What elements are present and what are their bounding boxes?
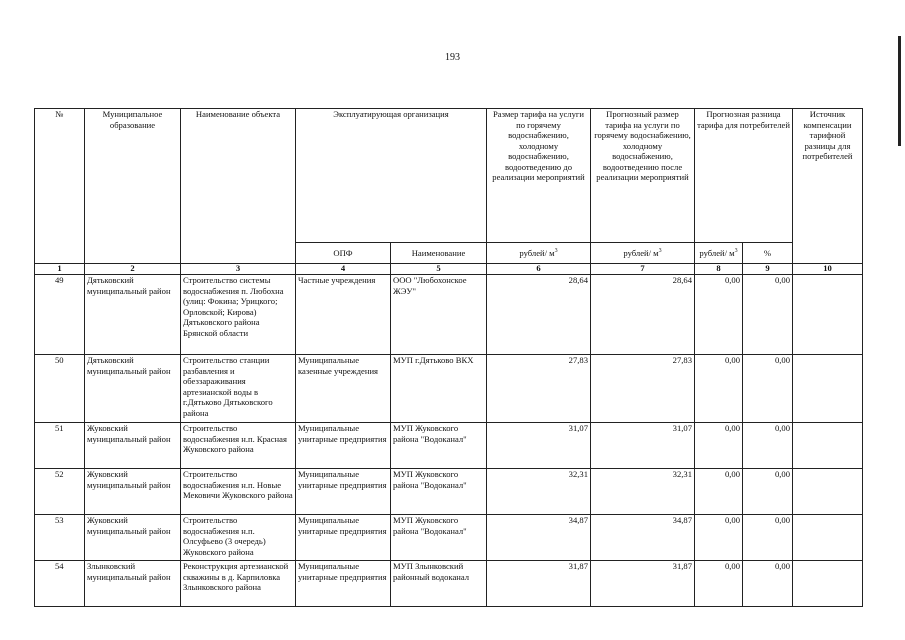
row-number: 50 (35, 355, 85, 423)
header-operator: Эксплуатирующая организация (296, 109, 487, 243)
unit-superscript: 3 (554, 247, 558, 254)
tariff-after-cell: 27,83 (591, 355, 695, 423)
row-number: 54 (35, 561, 85, 607)
unit-label: рублей/ м (623, 247, 659, 258)
column-number: 8 (695, 264, 743, 275)
municipality-cell: Жуковский муниципальный район (85, 469, 181, 515)
opf-cell: Муниципальные унитарные предприятия (296, 469, 391, 515)
header-difference: Прогнозная разница тарифа для потребителей (695, 109, 793, 243)
organization-cell: МУП Жуковского района "Водоканал" (391, 423, 487, 469)
column-number: 7 (591, 264, 695, 275)
column-number: 3 (181, 264, 296, 275)
column-number: 4 (296, 264, 391, 275)
tariff-before-cell: 27,83 (487, 355, 591, 423)
column-number-row (35, 264, 863, 275)
tariff-before-cell: 28,64 (487, 275, 591, 355)
municipality-cell: Дятьковский муниципальный район (85, 275, 181, 355)
difference-rub-cell: 0,00 (695, 561, 743, 607)
object-cell: Строительство водоснабжения н.п. Красная Жуковского района (181, 423, 296, 469)
difference-rub-cell: 0,00 (695, 275, 743, 355)
tariff-after-cell: 28,64 (591, 275, 695, 355)
object-cell: Строительство водоснабжения н.п. Новые Мековичи Жуковского района (181, 469, 296, 515)
difference-rub-cell: 0,00 (695, 469, 743, 515)
column-number: 9 (743, 264, 793, 275)
difference-rub-cell: 0,00 (695, 515, 743, 561)
header-object: Наименование объекта (181, 109, 296, 264)
column-number: 2 (85, 264, 181, 275)
tariff-after-cell: 31,87 (591, 561, 695, 607)
organization-cell: МУП Жуковского района "Водоканал" (391, 469, 487, 515)
table-row (35, 423, 863, 469)
difference-pct-cell: 0,00 (743, 515, 793, 561)
unit-superscript: 3 (658, 247, 662, 254)
tariff-after-cell: 32,31 (591, 469, 695, 515)
tariff-before-cell: 34,87 (487, 515, 591, 561)
object-cell: Реконструкция артезианской скважины в д. Карпиловка Злынковского района (181, 561, 296, 607)
unit-label: рублей/ м (699, 247, 735, 258)
difference-pct-cell: 0,00 (743, 561, 793, 607)
table-row (35, 355, 863, 423)
tariff-table (34, 108, 863, 607)
header-num: № (35, 109, 85, 264)
unit-tariff-after (591, 243, 695, 264)
table-row (35, 469, 863, 515)
municipality-cell: Жуковский муниципальный район (85, 423, 181, 469)
source-cell (793, 515, 863, 561)
opf-cell: Частные учреждения (296, 275, 391, 355)
tariff-after-cell: 31,07 (591, 423, 695, 469)
header-tariff-before: Размер тарифа на услуги по горячему водоснабжению, холодному водоснабжению, водоотведению до реализации мероприятий (487, 109, 591, 243)
municipality-cell: Жуковский муниципальный район (85, 515, 181, 561)
opf-cell: Муниципальные унитарные предприятия (296, 561, 391, 607)
row-number: 52 (35, 469, 85, 515)
difference-rub-cell: 0,00 (695, 423, 743, 469)
opf-cell: Муниципальные унитарные предприятия (296, 515, 391, 561)
tariff-before-cell: 31,07 (487, 423, 591, 469)
header-source: Источник компенсации тарифной разницы для потребителей (793, 109, 863, 264)
column-number: 10 (793, 264, 863, 275)
organization-cell: ООО "Любохонское ЖЭУ" (391, 275, 487, 355)
difference-pct-cell: 0,00 (743, 423, 793, 469)
source-cell (793, 561, 863, 607)
column-number: 1 (35, 264, 85, 275)
column-number: 5 (391, 264, 487, 275)
source-cell (793, 423, 863, 469)
difference-rub-cell: 0,00 (695, 355, 743, 423)
source-cell (793, 355, 863, 423)
unit-difference-pct: % (743, 243, 793, 264)
header-name: Наименование (391, 243, 487, 264)
source-cell (793, 275, 863, 355)
row-number: 49 (35, 275, 85, 355)
organization-cell: МУП Злынковский районный водоканал (391, 561, 487, 607)
object-cell: Строительство станции разбавления и обеззараживания артезианской воды в г.Дятьково Дятьковского района (181, 355, 296, 423)
unit-superscript: 3 (734, 247, 738, 254)
organization-cell: МУП Жуковского района "Водоканал" (391, 515, 487, 561)
organization-cell: МУП г.Дятьково ВКХ (391, 355, 487, 423)
table-row (35, 275, 863, 355)
page-number: 193 (445, 52, 460, 63)
opf-cell: Муниципальные унитарные предприятия (296, 423, 391, 469)
difference-pct-cell: 0,00 (743, 469, 793, 515)
unit-tariff-before (487, 243, 591, 264)
tariff-before-cell: 31,87 (487, 561, 591, 607)
tariff-before-cell: 32,31 (487, 469, 591, 515)
scan-edge-mark (898, 36, 901, 146)
header-tariff-after: Прогнозный размер тарифа на услуги по горячему водоснабжению, холодному водоснабжению, водоотведению после реализации мероприятий (591, 109, 695, 243)
tariff-after-cell: 34,87 (591, 515, 695, 561)
row-number: 53 (35, 515, 85, 561)
object-cell: Строительство водоснабжения н.п. Олсуфьево (3 очередь) Жуковского района (181, 515, 296, 561)
header-municipality: Муниципальное образование (85, 109, 181, 264)
table-row (35, 515, 863, 561)
column-number: 6 (487, 264, 591, 275)
opf-cell: Муниципальные казенные учреждения (296, 355, 391, 423)
unit-label: рублей/ м (519, 247, 555, 258)
difference-pct-cell: 0,00 (743, 355, 793, 423)
difference-pct-cell: 0,00 (743, 275, 793, 355)
header-row (35, 109, 863, 243)
object-cell: Строительство системы водоснабжения п. Любохна (улиц: Фокина; Урицкого; Орловской; Кирова) Дятьковского района Брянской области (181, 275, 296, 355)
header-opf: ОПФ (296, 243, 391, 264)
row-number: 51 (35, 423, 85, 469)
source-cell (793, 469, 863, 515)
unit-difference-rub (695, 243, 743, 264)
table-row (35, 561, 863, 607)
municipality-cell: Злынковский муниципальный район (85, 561, 181, 607)
municipality-cell: Дятьковский муниципальный район (85, 355, 181, 423)
